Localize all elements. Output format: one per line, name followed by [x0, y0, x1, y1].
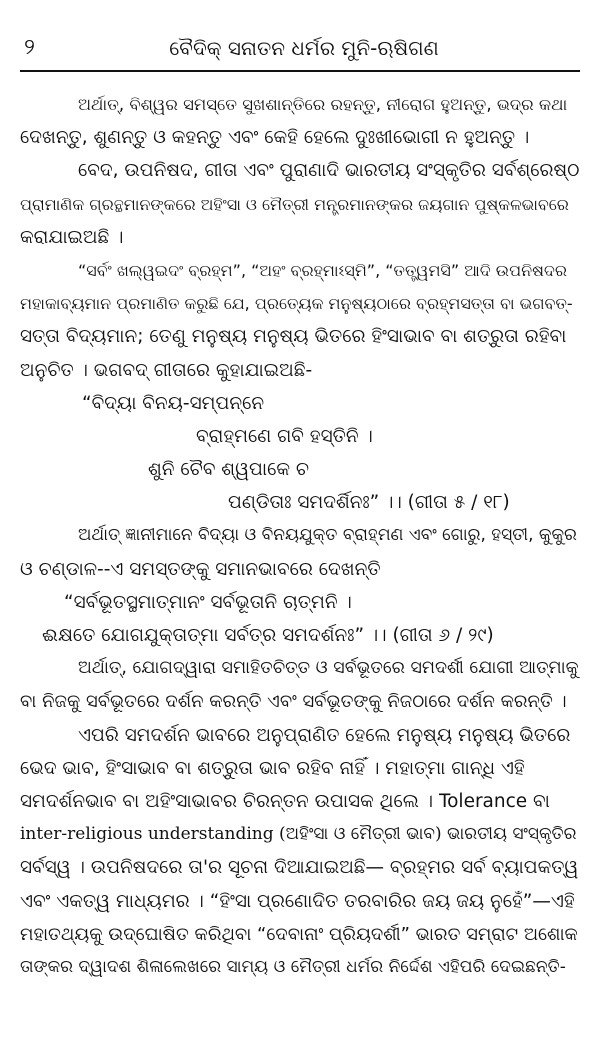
page-body: [20, 88, 580, 984]
text-line: ସର୍ବସ୍ୱ । ଉପନିଷଦରେ ତା'ର ସୂଚନା ଦିଆଯାଇଅଛି— ବ୍ରହ୍ମର ସର୍ବ ବ୍ୟାପକତ୍ୱ: [20, 857, 579, 879]
text-line: ବା ନିଜକୁ ସର୍ବଭୂତରେ ଦର୍ଶନ କରନ୍ତି ଏବଂ ସର୍ବଭୂତଙ୍କୁ ନିଜଠାରେ ଦର୍ଶନ କରନ୍ତି ।: [20, 691, 567, 713]
verse-line: ବ୍ରାହ୍ମଣେ ଗବି ହସ୍ତିନି ।: [196, 425, 373, 447]
text-line: “ସର୍ବଂ ଖଲ୍ୱଇଦଂ ବ୍ରହ୍ମ”, “ଅହଂ ବ୍ରହ୍ମାଽସ୍ମି”, “ତତ୍ତ୍ୱମସି” ଆଦି ଉପନିଷଦର: [78, 260, 568, 280]
text-line: ଅନୁଚିତ । ଭଗବଦ୍ ଗୀତାରେ କୁହାଯାଇଅଛି-: [20, 359, 313, 381]
text-line: ପ୍ରାମାଣିକ ଗ୍ରନ୍ଥମାନଙ୍କରେ ଅହିଂସା ଓ ମୈତ୍ରୀ ମନ୍ତ୍ରମାନଙ୍କର ଜୟଗାନ ପୁଷ୍କଳଭାବରେ: [20, 194, 569, 214]
text-line: inter-religious understanding (ଅହିଂସା ଓ ମୈତ୍ରୀ ଭାବ) ଭାରତୀୟ ସଂସ୍କୃତିର: [20, 824, 577, 845]
text-line: ସତ୍ତା ବିଦ୍ୟମାନ; ତେଣୁ ମନୁଷ୍ୟ ମନୁଷ୍ୟ ଭିତରେ ହିଂସାଭାବ ବା ଶତ୍ରୁତା ରହିବା: [20, 326, 567, 348]
text-line: ମହାତଥ୍ୟକୁ ଉଦ୍‌ଘୋଷିତ କରିଥିବା “ଦେବାନାଂ ପ୍ରିୟଦର୍ଶୀ” ଭାରତ ସମ୍ରାଟ ଅଶୋକ: [20, 923, 578, 945]
text-line: ସମଦର୍ଶନଭାବ ବା ଅହିଂସାଭାବର ଚିରନ୍ତନ ଉପାସକ ଥିଲେ । Tolerance ବା: [20, 790, 550, 812]
page-number: ୨: [24, 35, 35, 60]
text-line: ଅର୍ଥାତ୍, ଯୋଗଦ୍ୱାରା ସମାହିତଚିତ୍ତ ଓ ସର୍ବଭୂତରେ ସମଦର୍ଶୀ ଯୋଗୀ ଆତ୍ମାକୁ: [78, 658, 579, 679]
text-line: ଓ ଚଣ୍ଡାଳ--ଏ ସମସ୍ତଙ୍କୁ ସମାନଭାବରେ ଦେଖନ୍ତି: [20, 558, 381, 580]
text-line: କରାଯାଇଅଛି ।: [20, 226, 124, 248]
text-line: ତାଙ୍କର ଦ୍ୱାଦଶ ଶିଳାଲେଖରେ ସାମ୍ୟ ଓ ମୈତ୍ରୀ ଧର୍ମର ନିର୍ଦ୍ଦେଶ ଏହିପରି ଦେଇଛନ୍ତି-: [20, 956, 566, 977]
running-title: ବୈଦିକ୍ ସନାତନ ଧର୍ମର ମୁନି-ଋଷିଗଣ: [169, 36, 439, 60]
text-line: ଅର୍ଥାତ୍ ଜ୍ଞାନୀମାନେ ବିଦ୍ୟା ଓ ବିନୟଯୁକ୍ତ ବ୍ରାହ୍ମଣ ଏବଂ ଗୋରୁ, ହସ୍ତୀ, କୁକୁର: [78, 525, 577, 546]
verse-line: “ସର୍ବଭୂତସ୍ଥମାତ୍ମାନଂ ସର୍ବଭୂତାନି ଚାତ୍ମନି ।: [64, 591, 352, 613]
text-line: ଏପରି ସମଦର୍ଶନ ଭାବରେ ଅନୁପ୍ରାଣିତ ହେଲେ ମନୁଷ୍ୟ ମନୁଷ୍ୟ ଭିତରେ: [78, 724, 571, 746]
text-line: ଏବଂ ଏକତ୍ୱ ମାଧ୍ୟମର । “ହିଂସା ପ୍ରଣୋଦିତ ତରବାରିର ଜୟ ଜୟ ନୁହେଁ”—ଏହି: [20, 890, 575, 912]
verse-line: ଶୁନି ଚୈବ ଶ୍ୱପାକେ ଚ: [148, 459, 310, 481]
verse-line: ପଣ୍ଡିତାଃ ସମଦର୍ଶିନଃ” ।। (ଗୀତା ୫ / ୧୮): [228, 492, 510, 514]
text-line: ଦେଖନ୍ତୁ, ଶୁଣନ୍ତୁ ଓ କହନ୍ତୁ ଏବଂ କେହି ହେଲେ ଦୁଃଖୀଭୋଗୀ ନ ହୁଅନ୍ତୁ ।: [20, 127, 530, 149]
verse-line: “ବିଦ୍ୟା ବିନୟ-ସମ୍ପନ୍ନେ: [82, 392, 265, 414]
header-rule: [20, 70, 580, 72]
text-line: ବେଦ, ଉପନିଷଦ, ଗୀତା ଏବଂ ପୁରାଣାଦି ଭାରତୀୟ ସଂସ୍କୃତିର ସର୍ବଶ୍ରେଷ୍ଠ: [78, 160, 580, 182]
page-header: [24, 34, 584, 72]
text-line: ଅର୍ଥାତ୍, ବିଶ୍ୱର ସମସ୍ତେ ସୁଖଶାନ୍ତିରେ ରହନ୍ତୁ, ନୀରୋଗ ହୁଅନ୍ତୁ, ଭଦ୍ର କଥା: [78, 95, 568, 114]
verse-line: ଈକ୍ଷତେ ଯୋଗଯୁକ୍ତାତ୍ମା ସର୍ବତ୍ର ସମଦର୍ଶନଃ” ।। (ଗୀତା ୬ / ୨୯): [42, 625, 494, 646]
text-line: ମହାକାବ୍ୟମାନ ପ୍ରମାଣିତ କରୁଛି ଯେ, ପ୍ରତ୍ୟେକ ମନୁଷ୍ୟଠାରେ ବ୍ରହ୍ମସତ୍ତା ବା ଭଗବତ୍-: [20, 294, 573, 314]
text-line: ଭେଦ ଭାବ, ହିଂସାଭାବ ବା ଶତ୍ରୁତା ଭାବ ରହିବ ନାହିଁ । ମହାତ୍ମା ଗାନ୍ଧି ଏହି: [20, 757, 525, 779]
